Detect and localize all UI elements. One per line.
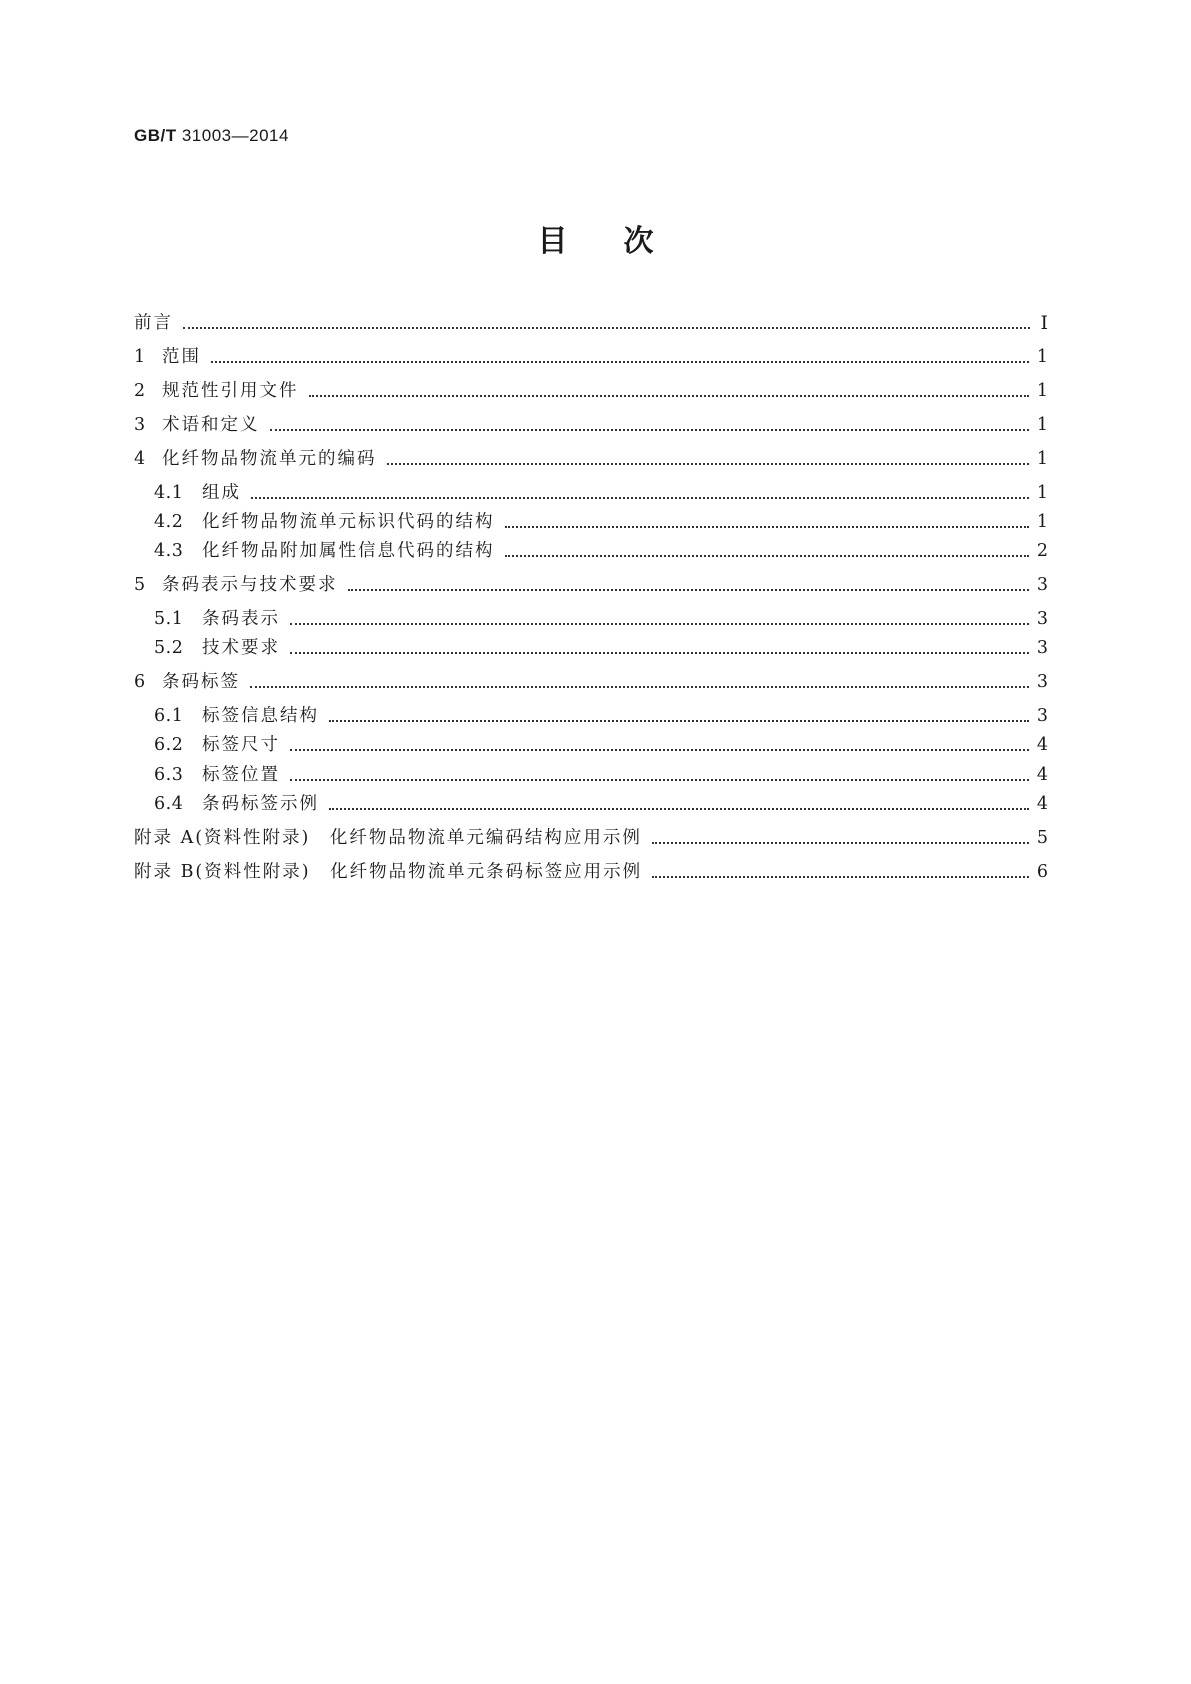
toc-entry-label: 化纤物品物流单元标识代码的结构 (202, 512, 495, 532)
toc-entry-label: 标签位置 (202, 765, 280, 785)
toc-entry-page: 4 (1036, 765, 1048, 785)
toc-entry-page: 6 (1036, 862, 1048, 882)
toc-dot-leader (290, 779, 1029, 781)
page-title: 目次 (537, 224, 710, 259)
toc-entry-page: 1 (1036, 347, 1048, 367)
toc-entry-number: 4.2 (154, 512, 184, 532)
toc-entry-1[interactable] (134, 344, 1048, 370)
toc-entry-5-2[interactable] (154, 635, 1048, 661)
toc-entry-page: 4 (1036, 794, 1048, 814)
toc-entry-page: 1 (1036, 381, 1048, 401)
toc-entry-page: 4 (1036, 735, 1048, 755)
toc-entry-6-2[interactable] (154, 732, 1048, 758)
toc-entry-6-3[interactable] (154, 762, 1048, 788)
toc-entry-number: 4 (134, 449, 146, 469)
toc-entry-number: 2 (134, 381, 146, 401)
toc-dot-leader (290, 652, 1029, 654)
toc-entry-number: 6.1 (154, 706, 184, 726)
toc-dot-leader (505, 555, 1029, 557)
toc-entry-page: 1 (1036, 449, 1048, 469)
toc-entry-3[interactable] (134, 412, 1048, 438)
toc-entry-label: 标签信息结构 (202, 706, 319, 726)
toc-entry-label: 附录 B(资料性附录) 化纤物品物流单元条码标签应用示例 (134, 862, 643, 882)
toc-entry-label: 范围 (162, 347, 201, 367)
toc-entry-label: 标签尺寸 (202, 735, 280, 755)
toc-dot-leader (348, 589, 1029, 591)
toc-entry-4-2[interactable] (154, 509, 1048, 535)
standard-prefix: GB/T (134, 126, 177, 145)
toc-entry-number: 6.4 (154, 794, 184, 814)
toc-entry-number: 5.2 (154, 638, 184, 658)
toc-entry-6-4[interactable] (154, 791, 1048, 817)
toc-entry-label: 技术要求 (202, 638, 280, 658)
toc-entry-5[interactable] (134, 572, 1048, 598)
toc-entry-number: 3 (134, 415, 146, 435)
toc-dot-leader (290, 749, 1029, 751)
toc-dot-leader (329, 720, 1029, 722)
toc-entry-page: Ⅰ (1040, 312, 1048, 334)
toc-entry-label: 条码表示与技术要求 (162, 575, 338, 595)
toc-dot-leader (309, 395, 1029, 397)
toc-entry-number: 1 (134, 347, 146, 367)
toc-entry-number: 5.1 (154, 609, 184, 629)
toc-entry-4-3[interactable] (154, 538, 1048, 564)
toc-entry-page: 1 (1036, 483, 1048, 503)
standard-number: 31003—2014 (181, 126, 289, 145)
toc-dot-leader (250, 686, 1029, 688)
toc-entry-number: 4.1 (154, 483, 184, 503)
toc-entry-label: 化纤物品物流单元的编码 (162, 449, 377, 469)
toc-entry-label: 附录 A(资料性附录) 化纤物品物流单元编码结构应用示例 (134, 828, 642, 848)
toc-entry-label: 前言 (134, 313, 173, 333)
toc-dot-leader (183, 327, 1030, 329)
toc-dot-leader (652, 876, 1029, 878)
toc-entry-label: 化纤物品附加属性信息代码的结构 (202, 541, 495, 561)
toc-entry-appendix-b[interactable] (134, 859, 1048, 885)
toc-dot-leader (652, 842, 1029, 844)
toc-entry-number: 5 (134, 575, 146, 595)
toc-entry-label: 规范性引用文件 (162, 381, 299, 401)
toc-entry-6[interactable] (134, 669, 1048, 695)
toc-entry-label: 组成 (202, 483, 241, 503)
toc-dot-leader (290, 623, 1029, 625)
toc-entry-page: 1 (1036, 512, 1048, 532)
toc-entry-page: 5 (1036, 828, 1048, 848)
toc-entry-preface[interactable] (134, 310, 1048, 336)
toc-entry-page: 3 (1036, 706, 1048, 726)
toc-entry-page: 3 (1036, 575, 1048, 595)
toc-dot-leader (329, 808, 1029, 810)
toc-entry-page: 3 (1036, 672, 1048, 692)
toc-entry-number: 6.3 (154, 765, 184, 785)
toc-entry-number: 6.2 (154, 735, 184, 755)
toc-entry-appendix-a[interactable] (134, 825, 1048, 851)
toc-entry-label: 条码标签示例 (202, 794, 319, 814)
toc-dot-leader (211, 361, 1029, 363)
toc-entry-5-1[interactable] (154, 606, 1048, 632)
toc-entry-page: 1 (1036, 415, 1048, 435)
toc-entry-page: 3 (1036, 638, 1048, 658)
toc-entry-label: 条码标签 (162, 672, 240, 692)
toc-dot-leader (505, 526, 1029, 528)
toc-dot-leader (270, 429, 1029, 431)
toc-entry-label: 术语和定义 (162, 415, 260, 435)
toc-entry-2[interactable] (134, 378, 1048, 404)
toc-entry-page: 3 (1036, 609, 1048, 629)
toc-entry-page: 2 (1036, 541, 1048, 561)
toc-entry-4-1[interactable] (154, 480, 1048, 506)
toc-dot-leader (387, 463, 1029, 465)
toc-entry-number: 6 (134, 672, 146, 692)
toc-entry-label: 条码表示 (202, 609, 280, 629)
toc-entry-number: 4.3 (154, 541, 184, 561)
toc-entry-4[interactable] (134, 446, 1048, 472)
toc-entry-6-1[interactable] (154, 703, 1048, 729)
toc-dot-leader (251, 497, 1029, 499)
